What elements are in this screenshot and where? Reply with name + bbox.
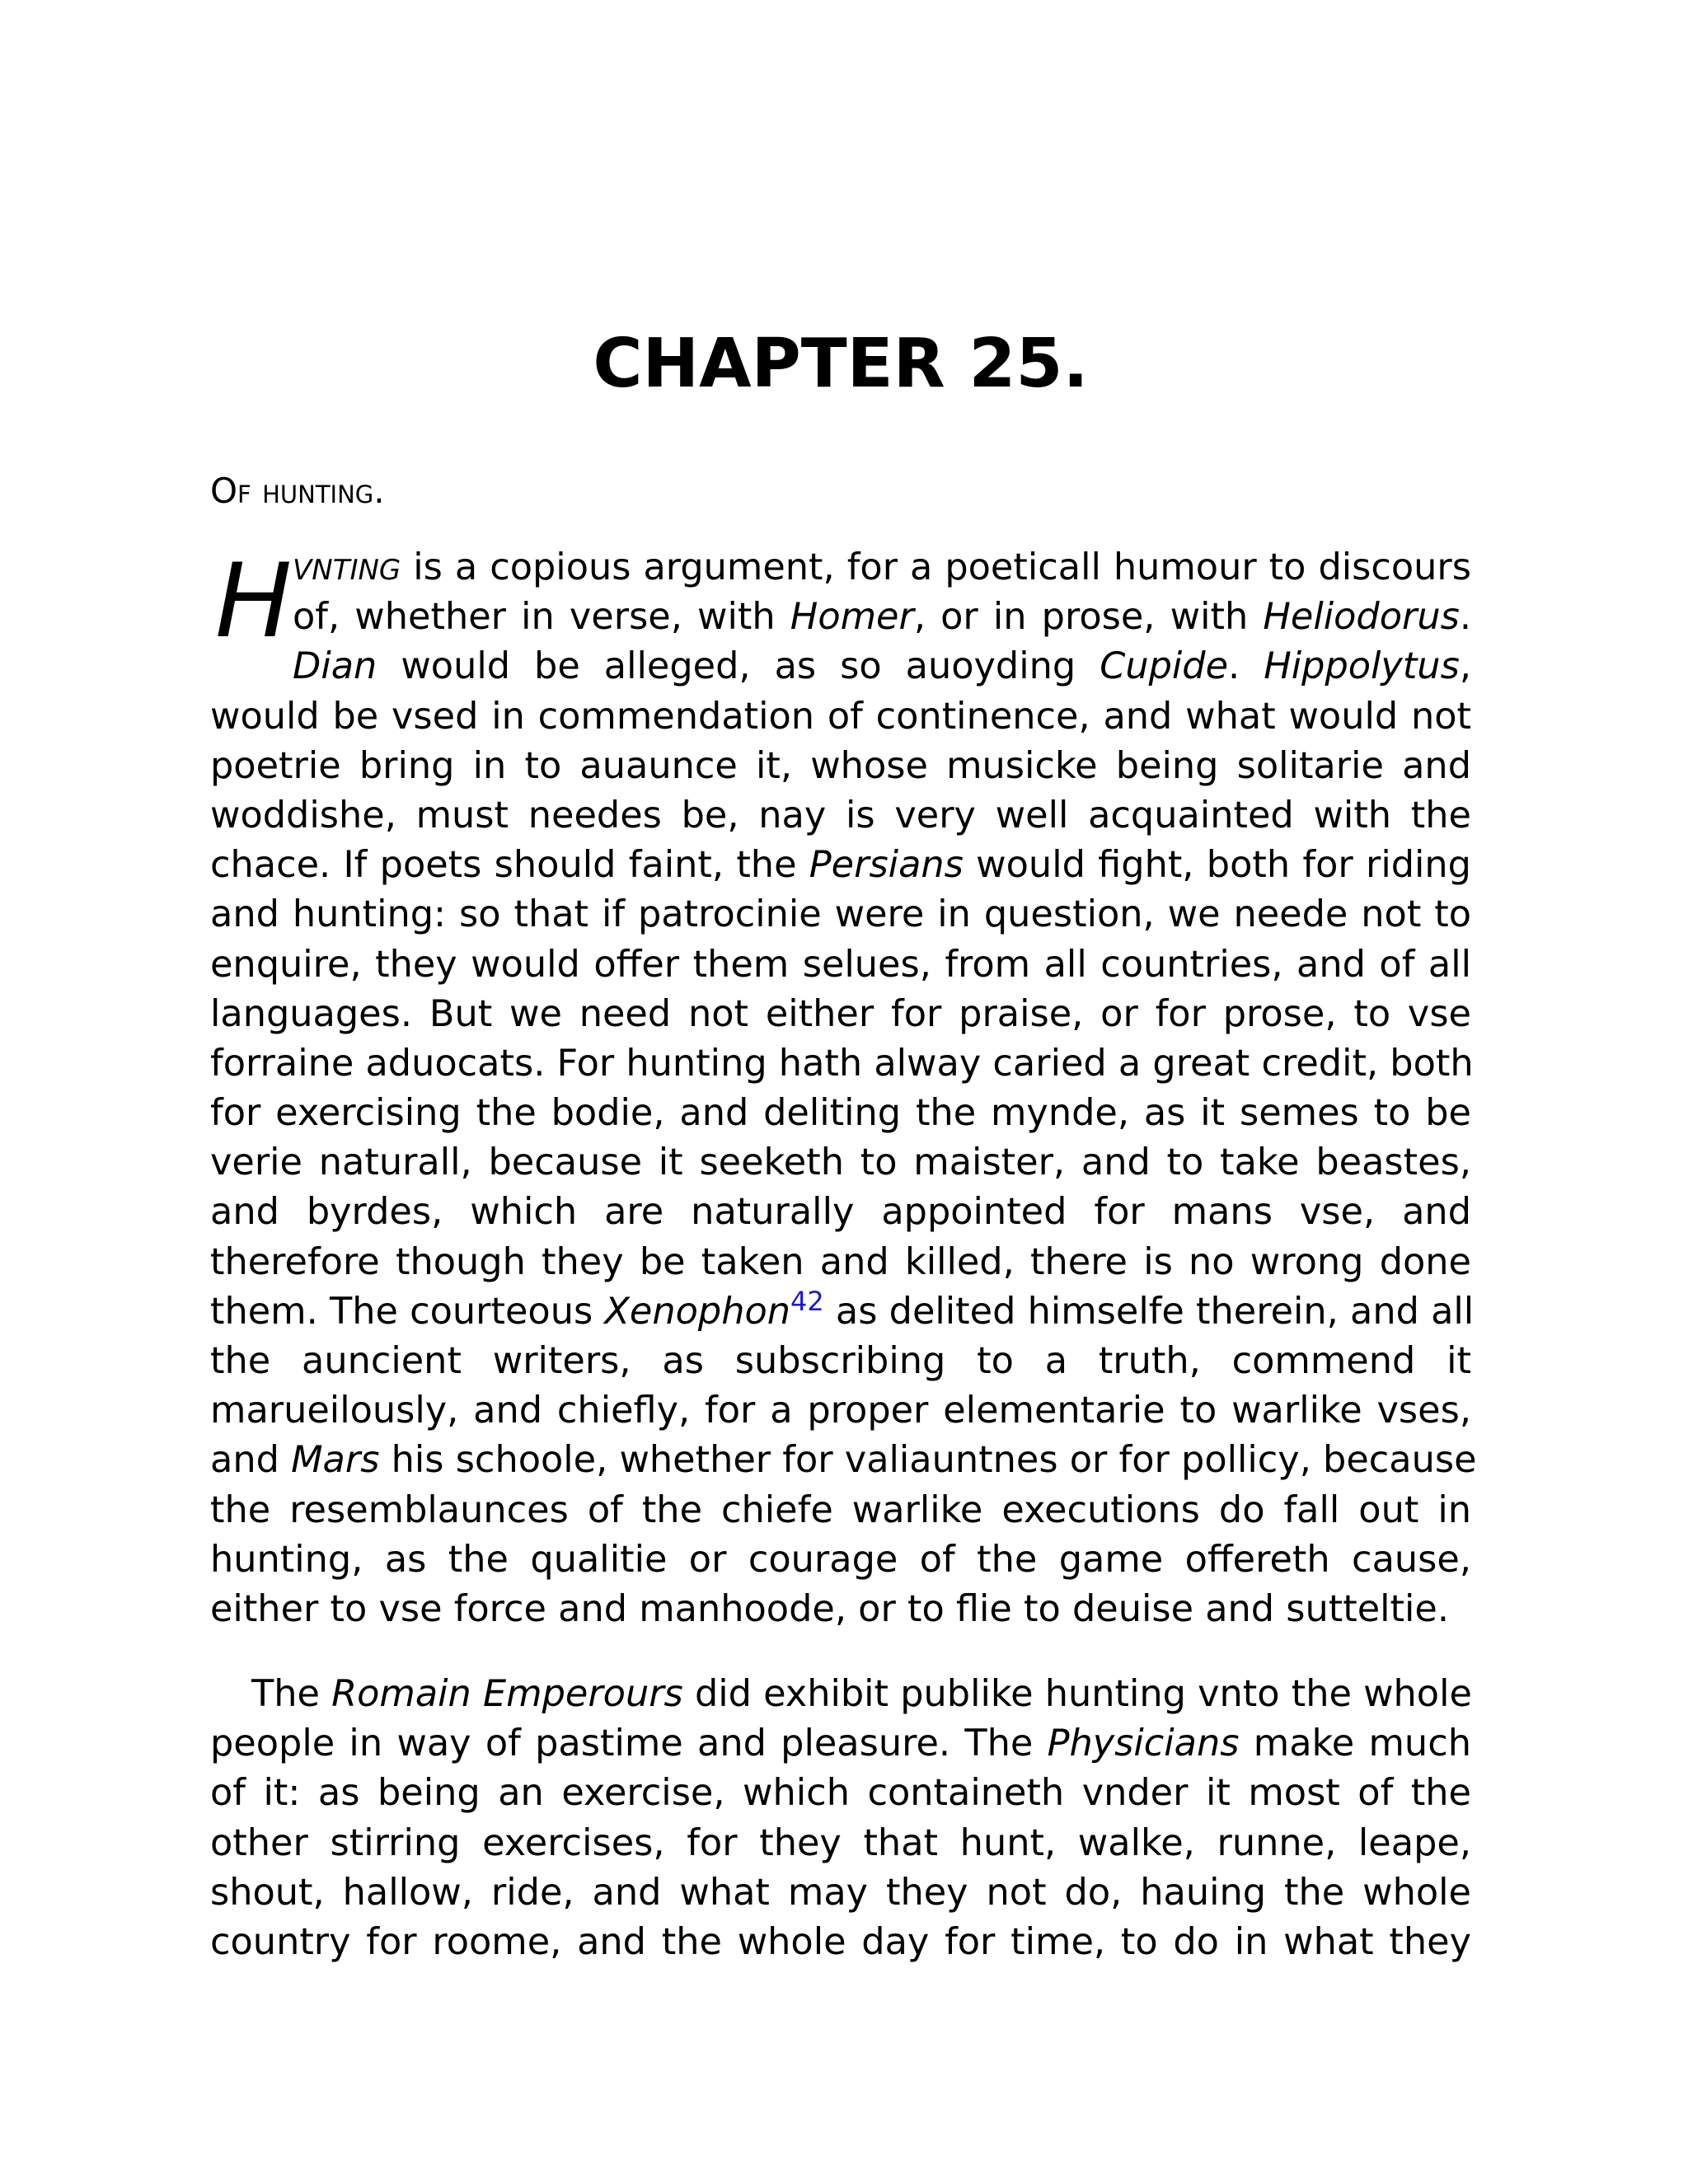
text-line — [210, 592, 1471, 641]
footnote-link-42[interactable]: 42 — [790, 1285, 824, 1317]
text-line: would be vsed in commendation of continence, and what would not — [210, 694, 1471, 738]
text-run: chace. If poets should faint, the — [210, 843, 809, 887]
text-line: poetrie bring in to auaunce it, whose musicke being solitarie and — [210, 743, 1471, 787]
text-line: shout, hallow, ride, and what may they not do, hauing the whole — [210, 1870, 1471, 1914]
text-line — [210, 1669, 1471, 1718]
chapter-subtitle: Of hunting. — [210, 471, 385, 511]
text-line: of it: as being an exercise, which containeth vnder it most of the — [210, 1771, 1471, 1815]
text-line — [210, 1435, 1477, 1484]
text-run: would be alleged, as so auoyding — [377, 644, 1100, 688]
text-line — [210, 840, 1471, 889]
text-line: languages. But we need not either for praise, or for prose, to vse — [210, 991, 1471, 1035]
name-mars: Mars — [291, 1438, 380, 1482]
text-line — [210, 641, 1471, 691]
text-line: therefore though they be taken and killed, there is no wrong done — [210, 1240, 1471, 1283]
text-line: and byrdes, which are naturally appointed for mans vse, and — [210, 1190, 1471, 1234]
text-line: forraine aduocats. For hunting hath alway caried a great credit, both — [210, 1041, 1474, 1085]
text-line — [210, 1285, 1475, 1336]
text-line: enquire, they would offer them selues, from all countries, and of all — [210, 942, 1471, 986]
text-line: woddishe, must needes be, nay is very well acquainted with the — [210, 793, 1471, 837]
text-run: The — [251, 1672, 332, 1715]
dropcap-continuation: VNTING — [293, 554, 401, 587]
text-run: them. The courteous — [210, 1289, 605, 1333]
text-run: of, whether in verse, with — [293, 595, 790, 639]
text-run: and — [210, 1438, 292, 1482]
text-line: hunting, as the qualitie or courage of the game offereth cause, — [210, 1537, 1471, 1581]
text-line — [210, 1718, 1471, 1768]
paragraph-2 — [210, 1669, 1471, 1966]
text-line: for exercising the bodie, and deliting the mynde, as it semes to be — [210, 1091, 1471, 1135]
name-hippolytus: Hippolytus — [1264, 644, 1460, 688]
text-line: marueilously, and chiefly, for a proper elementarie to warlike vses, — [210, 1389, 1471, 1432]
text-line: the resemblaunces of the chiefe warlike executions do fall out in — [210, 1488, 1471, 1531]
name-heliodorus: Heliodorus — [1263, 595, 1460, 639]
text-run: is a copious argument, for a poeticall humour to discours — [401, 546, 1471, 588]
name-xenophon: Xenophon — [604, 1289, 791, 1333]
text-run: . — [1459, 595, 1471, 639]
text-run: make much — [1239, 1722, 1471, 1765]
text-line: other stirring exercises, for they that hunt, walke, runne, leape, — [210, 1821, 1471, 1864]
text-line: the auncient writers, as subscribing to a truth, commend it — [210, 1339, 1471, 1382]
drop-cap: H — [215, 542, 293, 661]
text-run: , — [1459, 644, 1471, 688]
text-line: verie naturall, because it seeketh to maister, and to take beastes, — [210, 1141, 1471, 1184]
name-dian: Dian — [293, 644, 377, 688]
text-run: his schoole, whether for valiauntnes or for pollicy, because — [379, 1438, 1477, 1482]
chapter-title: CHAPTER 25. — [593, 325, 1089, 403]
text-run: people in way of pastime and pleasure. The — [210, 1722, 1048, 1765]
text-run: did exhibit publike hunting vnto the whole — [682, 1672, 1472, 1715]
text-run: would fight, both for riding — [963, 843, 1471, 887]
name-homer: Homer — [790, 595, 914, 639]
text-line: and hunting: so that if patrocinie were in question, we neede not to — [210, 893, 1471, 936]
text-line — [210, 542, 1471, 592]
paragraph-1 — [210, 542, 1477, 1633]
text-run: , or in prose, with — [913, 595, 1264, 639]
name-physicians: Physicians — [1047, 1722, 1240, 1765]
text-line: country for roome, and the whole day for time, to do in what they — [210, 1919, 1471, 1963]
text-run: as delited himselfe therein, and all — [823, 1289, 1475, 1333]
name-persians: Persians — [809, 843, 964, 887]
name-romain-emperours: Romain Emperours — [331, 1672, 683, 1715]
name-cupide: Cupide — [1100, 644, 1229, 688]
text-line: either to vse force and manhoode, or to flie to deuise and sutteltie. — [210, 1586, 1450, 1630]
text-run: . — [1228, 644, 1264, 688]
